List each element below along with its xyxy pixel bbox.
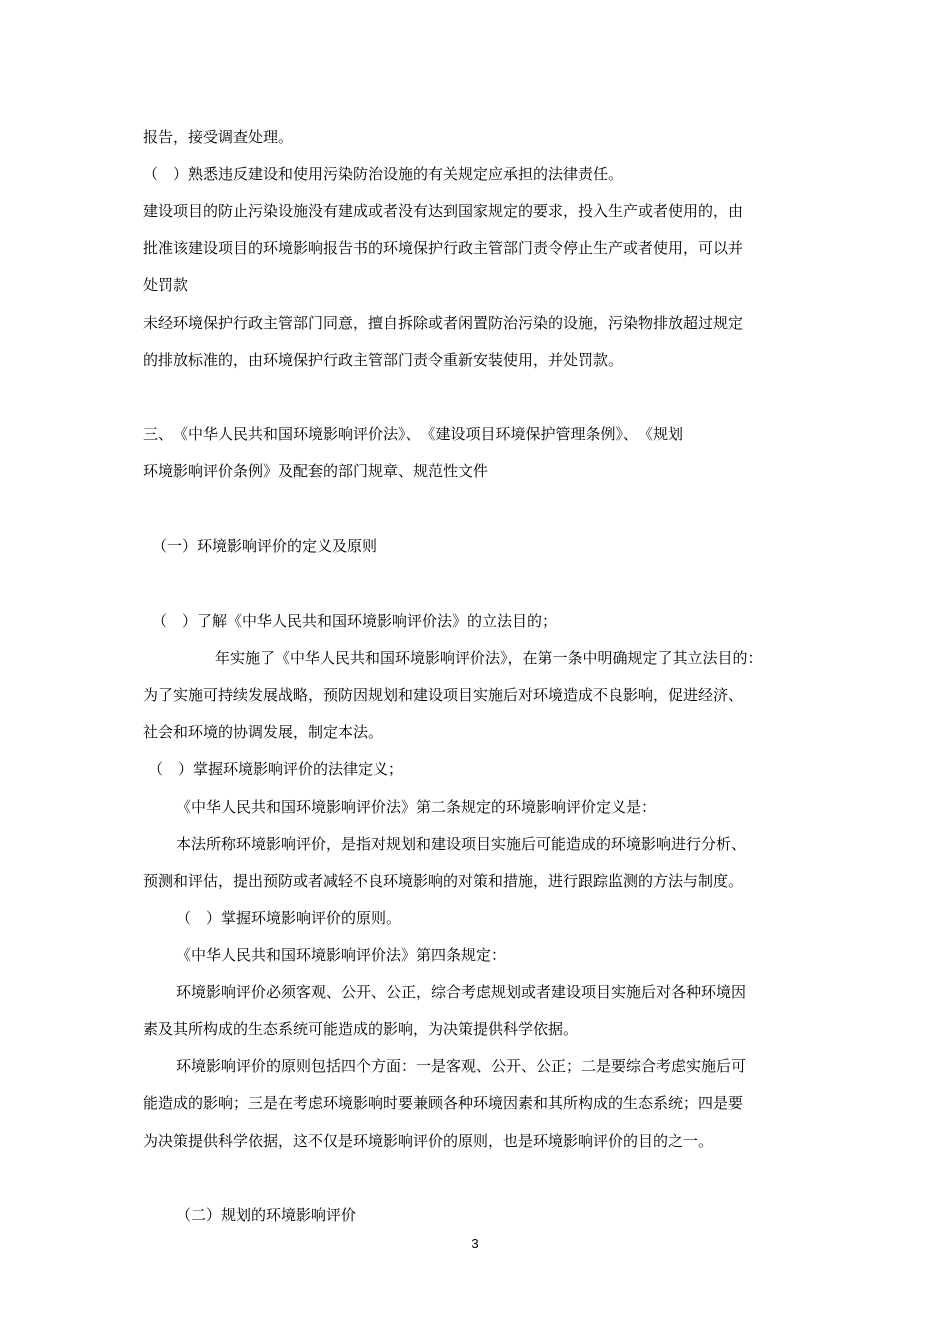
- section-heading-line-1: 三、 《中华人民共和国环境影响评价法》、 《建设项目环境保护管理条例》、 《规划: [143, 425, 684, 443]
- text-line-19: 素及其所构成的生态系统可能造成的影响，为决策提供科学依据。: [143, 1020, 579, 1038]
- page-number: 3: [471, 1236, 479, 1251]
- section-heading-line-2: 环境影响评价条例》及配套的部门规章、规范性文件: [143, 462, 489, 480]
- text-line-14: 本法所称环境影响评价，是指对规划和建设项目实施后可能造成的环境影响进行分析、: [176, 835, 747, 853]
- text-line-3: 建设项目的防止污染设施没有建成或者没有达到国家规定的要求，投入生产或者使用的，由: [143, 202, 744, 220]
- text-line-20: 环境影响评价的原则包括四个方面：一是客观、公开、公正；二是要综合考虑实施后可: [176, 1057, 747, 1075]
- text-line-1: 报告，接受调查处理。: [143, 128, 294, 146]
- text-line-4: 批准该建设项目的环境影响报告书的环境保护行政主管部门责令停止生产或者使用，可以并: [143, 239, 744, 257]
- text-line-15: 预测和评估，提出预防或者减轻不良环境影响的对策和措施，进行跟踪监测的方法与制度。: [143, 872, 744, 890]
- text-line-7: 的排放标准的，由环境保护行政主管部门责令重新安装使用，并处罚款。: [143, 351, 624, 369]
- subsection-heading-2: （二）规划的环境影响评价: [176, 1206, 357, 1224]
- text-line-6: 未经环境保护行政主管部门同意，擅自拆除或者闲置防治污染的设施，污染物排放超过规定: [143, 314, 744, 332]
- text-line-10: 为了实施可持续发展战略，预防因规划和建设项目实施后对环境造成不良影响，促进经济、: [143, 686, 744, 704]
- text-line-11: 社会和环境的协调发展，制定本法。: [143, 723, 384, 741]
- text-line-8: （ ）了解《中华人民共和国环境影响评价法》的立法目的；: [152, 612, 558, 630]
- text-line-5: 处罚款: [143, 276, 189, 294]
- text-line-17: 《中华人民共和国环境影响评价法》第四条规定：: [176, 946, 507, 964]
- text-line-16: （ ）掌握环境影响评价的原则。: [176, 909, 402, 927]
- text-line-12: （ ）掌握环境影响评价的法律定义；: [148, 760, 404, 778]
- text-line-13: 《中华人民共和国环境影响评价法》第二条规定的环境影响评价定义是：: [176, 798, 657, 816]
- text-line-21: 能造成的影响；三是在考虑环境影响时要兼顾各种环境因素和其所构成的生态系统；四是要: [143, 1094, 744, 1112]
- text-line-2: （ ）熟悉违反建设和使用污染防治设施的有关规定应承担的法律责任。: [143, 165, 624, 183]
- subsection-heading-1: （一）环境影响评价的定义及原则: [152, 537, 378, 555]
- text-line-18: 环境影响评价必须客观、公开、公正，综合考虑规划或者建设项目实施后对各种环境因: [176, 983, 747, 1001]
- text-line-22: 为决策提供科学依据，这不仅是环境影响评价的原则，也是环境影响评价的目的之一。: [143, 1132, 714, 1150]
- text-line-9: 年实施了《中华人民共和国环境影响评价法》，在第一条中明确规定了其立法目的：: [215, 649, 763, 667]
